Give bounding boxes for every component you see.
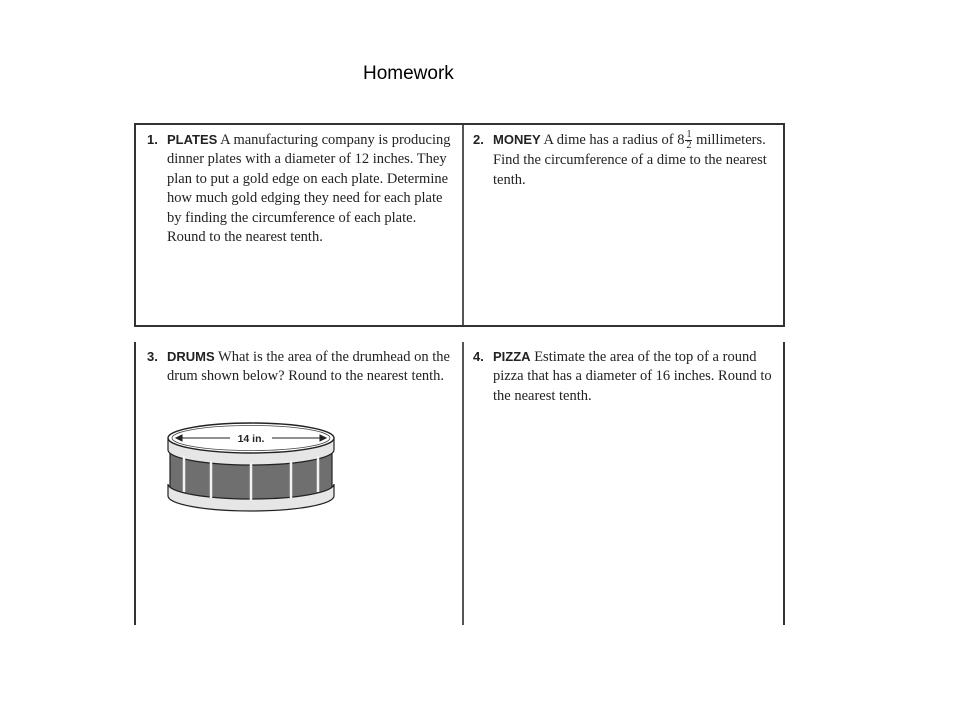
problem-text: A dime has a radius of 8 [540,132,685,148]
problem-2 [473,130,773,190]
fraction-numerator: 1 [686,129,692,141]
fraction-denominator: 2 [686,140,692,152]
problem-number: 2. [473,132,484,147]
problem-keyword: MONEY [493,132,541,147]
problem-text-continued: millimeters. Find the circumference of a dime to the nearest tenth. [493,132,767,188]
problem-keyword: DRUMS [167,349,215,364]
problem-4 [473,347,773,406]
problem-1 [147,130,457,247]
column-divider [462,125,464,325]
problem-keyword: PIZZA [493,349,531,364]
problem-text: What is the area of the drumhead on the drum shown below? Round to the nearest tenth. [167,349,450,385]
diameter-label: 14 in. [237,433,265,445]
problem-3 [147,347,457,387]
drum-figure [166,418,336,518]
problem-number: 1. [147,132,158,147]
problem-number: 3. [147,349,158,364]
problem-text: Estimate the area of the top of a round pizza that has a diameter of 16 inches. Round to the nearest tenth. [493,349,772,404]
page-title: Homework [363,63,454,84]
problem-number: 4. [473,349,484,364]
problem-keyword: PLATES [167,132,218,147]
problem-text: A manufacturing company is producing dinner plates with a diameter of 12 inches. They plan to put a gold edge on each plate. Determine how much gold edging they need for each plate by finding the circumference of each plate. Round to the nearest tenth. [167,132,451,246]
column-divider [462,342,464,625]
